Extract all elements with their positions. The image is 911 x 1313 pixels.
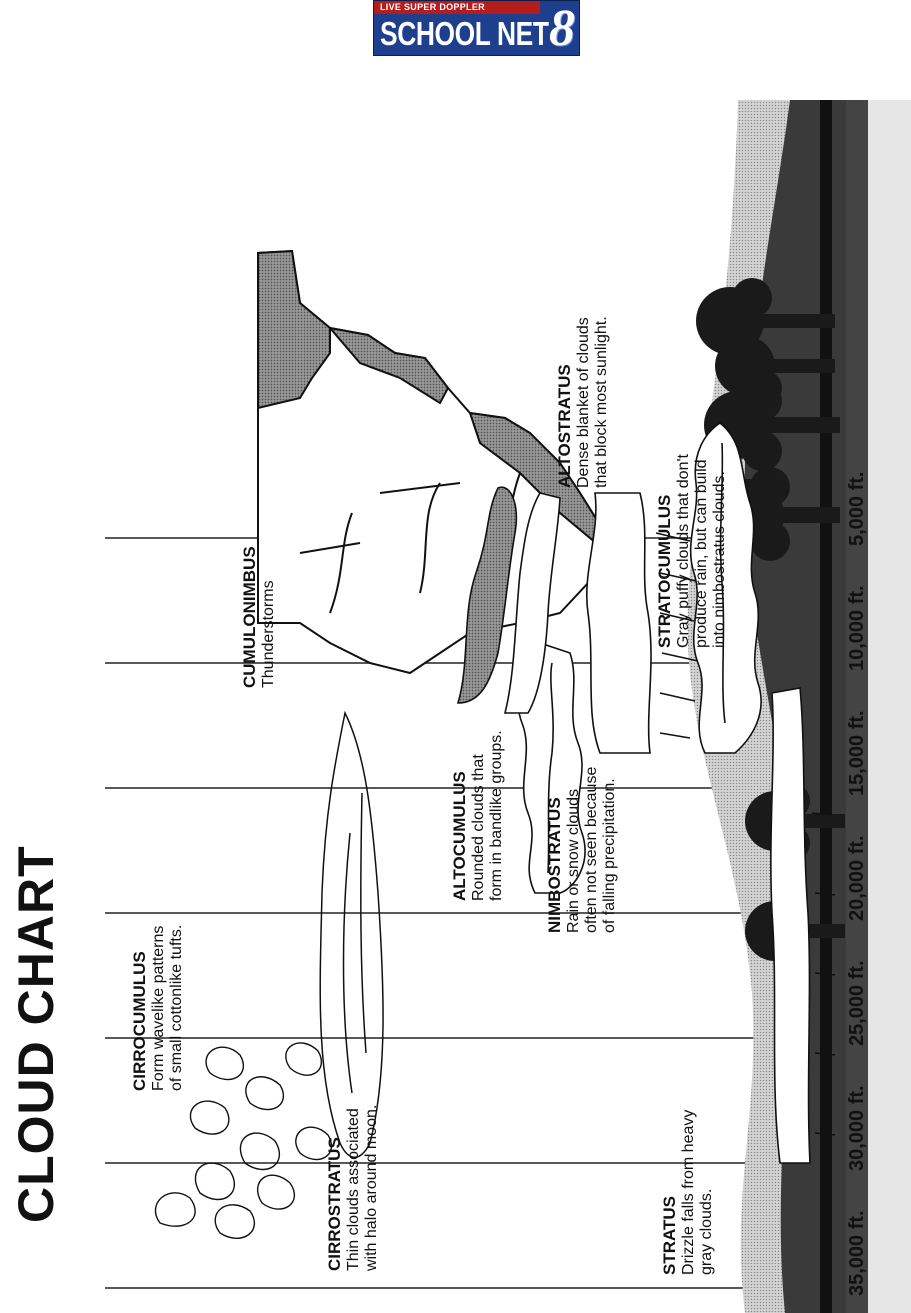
- cirrocumulus-label: [130, 925, 186, 1091]
- cumulonimbus-label: [240, 546, 278, 688]
- cumulonimbus-cloud: [258, 251, 606, 673]
- cloud-description: Gray puffy clouds that don't produce rain, but can build into nimbostratus clouds.: [674, 454, 729, 648]
- cloud-name: ALTOSTRATUS: [555, 364, 574, 488]
- cirrostratus-label: [325, 1105, 381, 1271]
- altitude-label: 10,000 ft.: [846, 585, 868, 671]
- cloud-description: Drizzle falls from heavy gray clouds.: [679, 1109, 715, 1275]
- altitude-label: 35,000 ft.: [846, 1210, 868, 1296]
- cloud-description: Dense blanket of clouds that block most sunlight.: [574, 316, 610, 488]
- nimbostratus-label: [545, 767, 620, 933]
- cloud-name: STRATUS: [660, 1195, 679, 1275]
- cloud-description: Thunderstorms: [259, 580, 277, 688]
- cloud-chart: [0, 100, 911, 1313]
- altocumulus-label: [450, 730, 506, 901]
- altostratus-label: [555, 316, 611, 488]
- cloud-name: CIRROCUMULUS: [130, 951, 149, 1091]
- altitude-label: 30,000 ft.: [846, 1085, 868, 1171]
- cirrostratus-cloud: [320, 713, 383, 1157]
- cloud-description: Rain or snow clouds often not seen because of falling precipitation.: [564, 766, 619, 933]
- stratus-label: [660, 1110, 716, 1275]
- cloud-name: ALTOCUMULUS: [450, 771, 469, 901]
- cloud-description: Rounded clouds that form in bandlike groups.: [469, 730, 505, 901]
- altitude-label: 20,000 ft.: [846, 835, 868, 921]
- cloud-name: NIMBOSTRATUS: [545, 797, 564, 933]
- logo-name: SCHOOL NET: [380, 15, 549, 52]
- logo-tagline: LIVE SUPER DOPPLER: [374, 1, 540, 14]
- cloud-description: Thin clouds associated with halo around moon.: [344, 1104, 380, 1271]
- altitude-label: 5,000 ft.: [846, 471, 868, 546]
- cloud-description: Form wavelike patterns of small cottonlike tufts.: [149, 924, 185, 1091]
- cloud-chart-drawing: [0, 100, 911, 1313]
- altitude-label: 25,000 ft.: [846, 960, 868, 1046]
- stratocumulus-label: [655, 454, 730, 648]
- cloud-name: CUMULONIMBUS: [240, 546, 259, 688]
- cloud-name: STRATOCUMULUS: [655, 494, 674, 648]
- chart-title: CLOUD CHART: [8, 845, 64, 1223]
- logo-number: 8: [549, 0, 575, 56]
- cloud-name: CIRROSTRATUS: [325, 1137, 344, 1271]
- school-net-8-logo: [373, 0, 580, 56]
- altitude-label: 15,000 ft.: [846, 710, 868, 796]
- cloud-chart-stage: [0, 100, 911, 1313]
